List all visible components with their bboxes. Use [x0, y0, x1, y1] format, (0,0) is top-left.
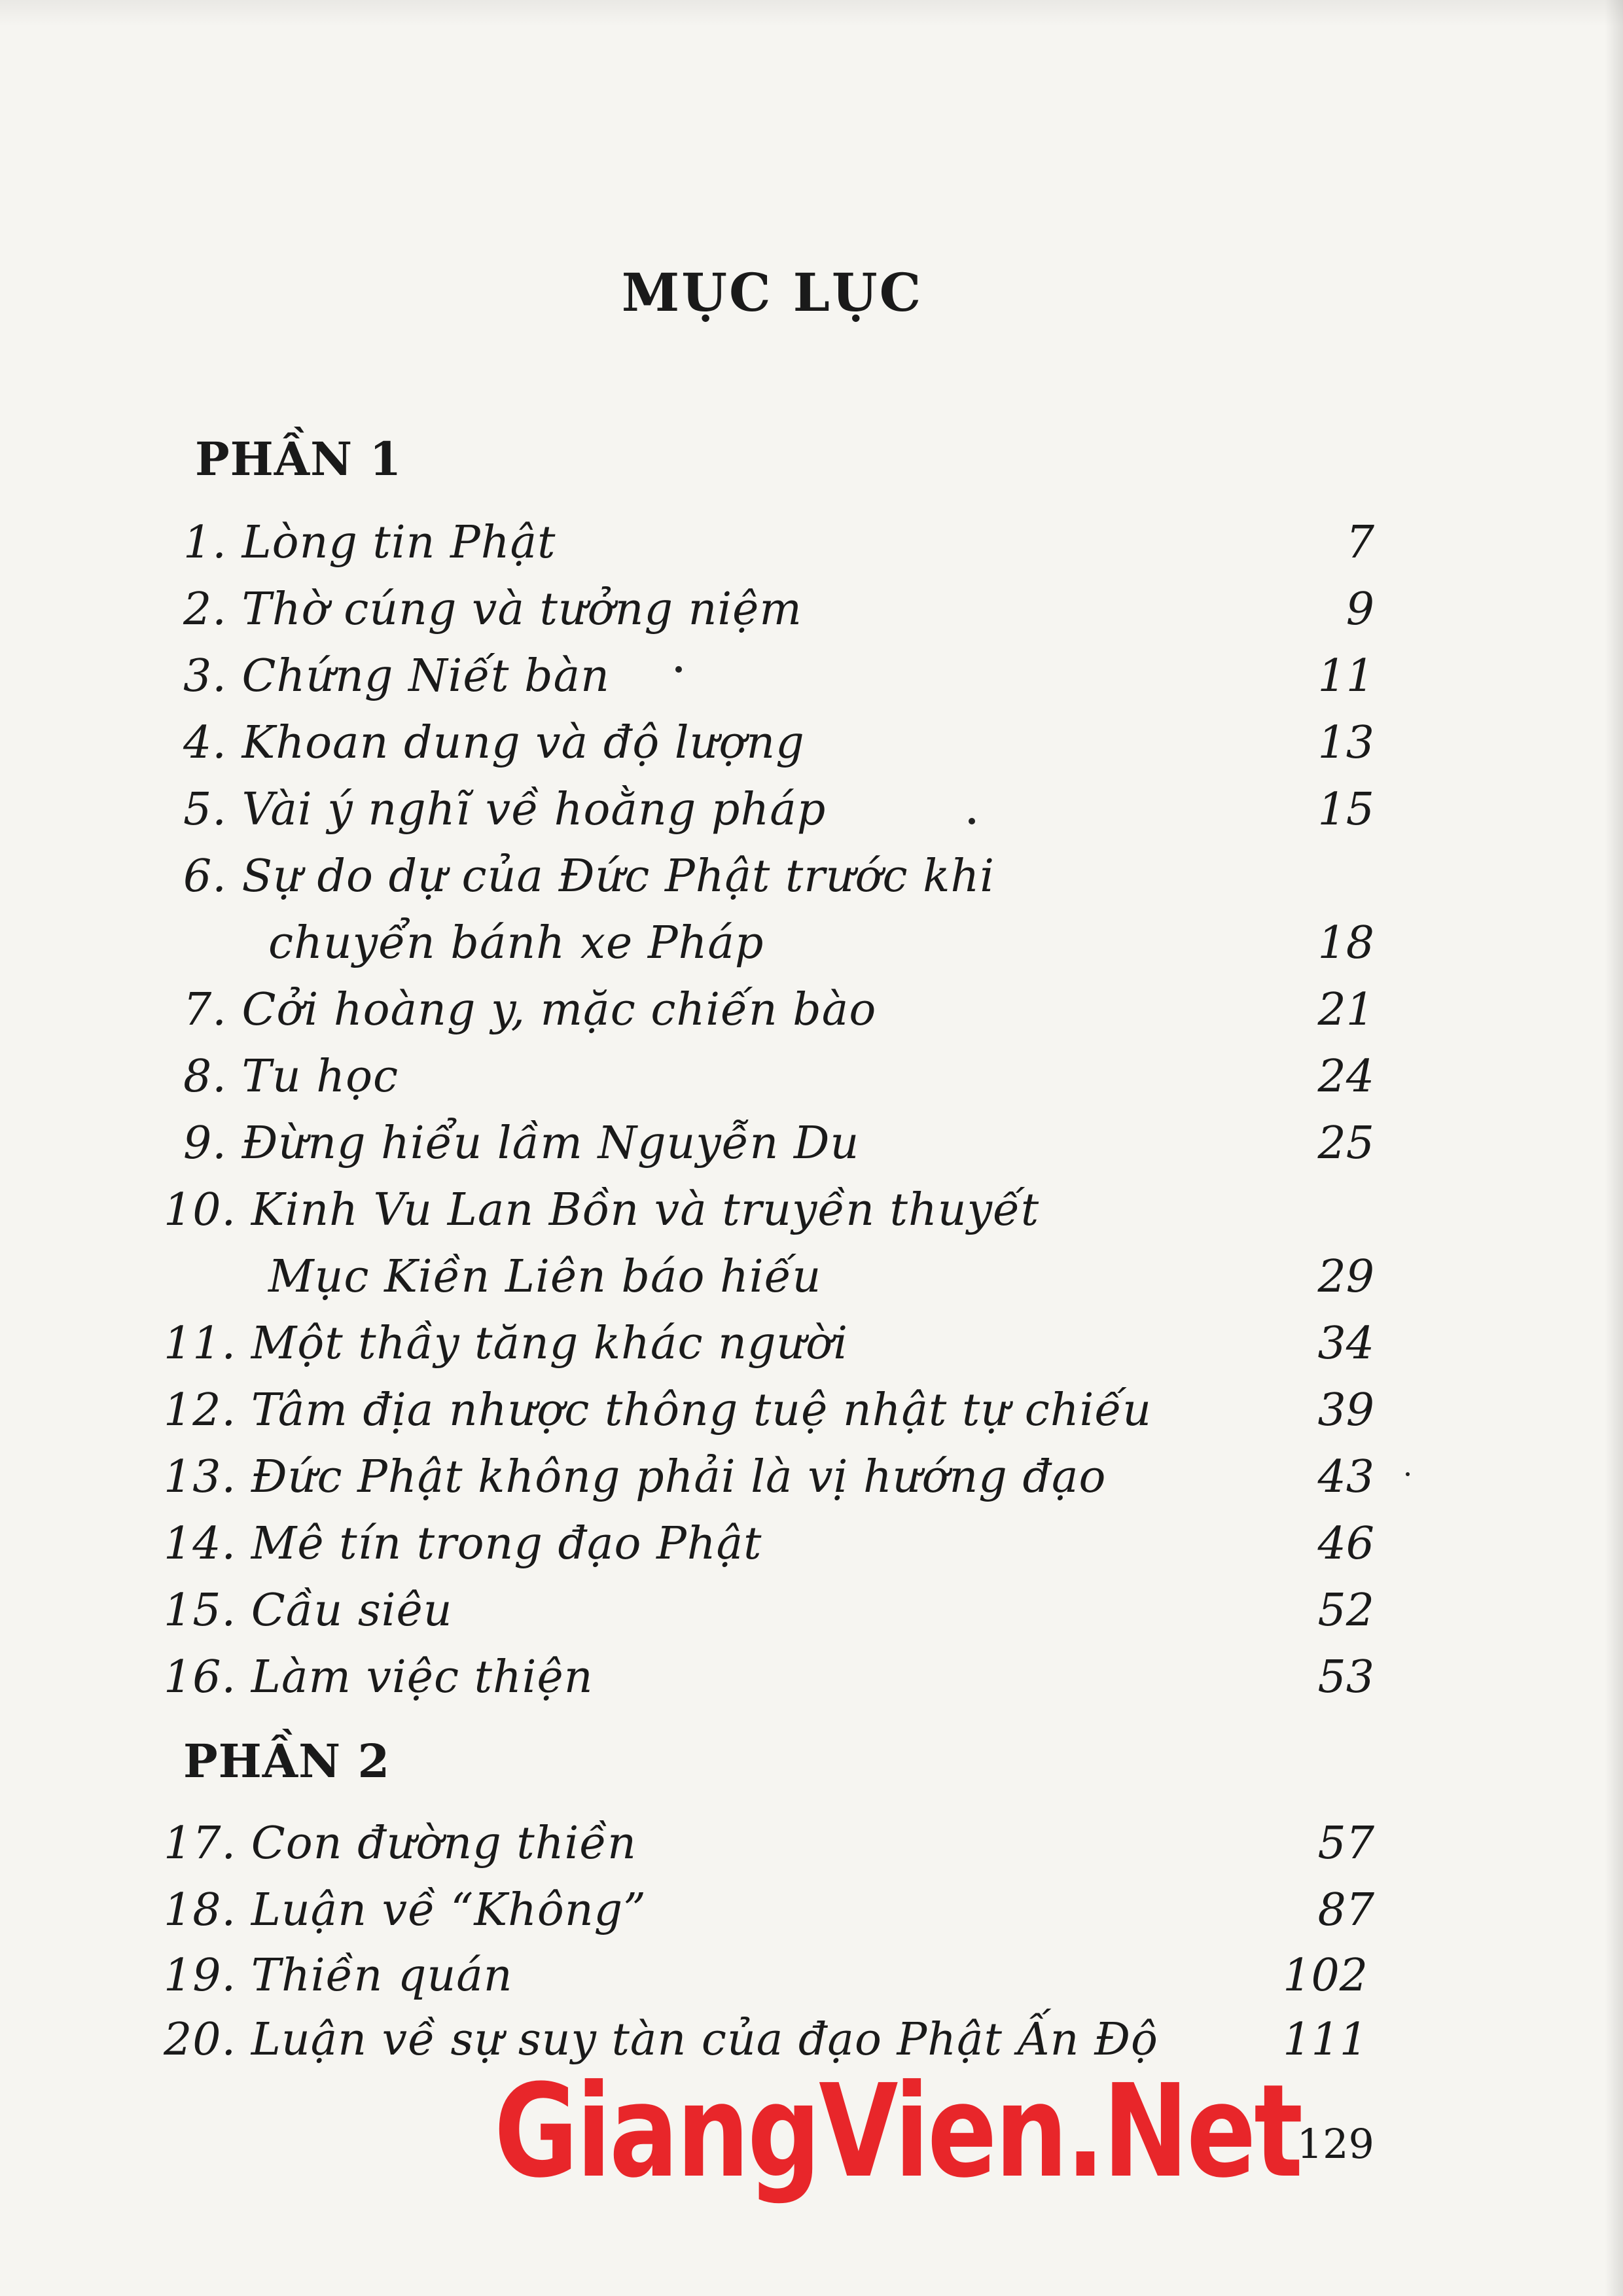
toc-entry	[0, 1318, 1623, 1383]
toc-entry-number: 17.	[164, 1818, 237, 1869]
toc-entry-number: 12.	[164, 1385, 237, 1436]
toc-entry-text: Luận về sự suy tàn của đạo Phật Ấn Độ	[251, 2014, 1158, 2066]
toc-entry-page: 111	[1283, 2014, 1368, 2066]
toc-entry-title	[164, 1318, 848, 1369]
toc-entry-title	[164, 1184, 1039, 1236]
page-top-shadow	[0, 0, 1623, 26]
toc-entry	[0, 1385, 1623, 1450]
toc-entry-text: Con đường thiền	[251, 1818, 637, 1869]
toc-entry-continuation	[0, 1251, 1623, 1316]
toc-entry-text: Lòng tin Phật	[241, 517, 556, 569]
toc-entry-title	[164, 1518, 762, 1570]
toc-entry-page: 102	[1283, 1950, 1368, 2002]
toc-entry-page: 46	[1317, 1518, 1374, 1570]
toc-entry-title	[164, 1651, 594, 1703]
toc-entry-title	[183, 784, 826, 836]
toc-entry-text: Vài ý nghĩ về hoằng pháp	[241, 784, 827, 836]
toc-entry-page: 13	[1317, 717, 1374, 769]
toc-entry-number: 15.	[164, 1585, 237, 1636]
toc-entry-text: Sự do dự của Đức Phật trước khi	[241, 851, 995, 902]
toc-entry-number: 3.	[183, 650, 227, 702]
toc-entry-title	[183, 984, 876, 1036]
toc-entry	[0, 1884, 1623, 1950]
toc-entry-number: 16.	[164, 1651, 237, 1703]
toc-entry-page: 87	[1317, 1884, 1374, 1936]
toc-entry-number: 14.	[164, 1518, 237, 1570]
toc-entry-title	[183, 584, 802, 635]
toc-entry	[0, 1818, 1623, 1883]
toc-entry	[0, 717, 1623, 783]
toc-entry	[0, 1518, 1623, 1583]
toc-entry-number: 7.	[183, 984, 227, 1036]
toc-entry-title	[164, 1818, 637, 1869]
toc-entry-text: Đức Phật không phải là vị hướng đạo	[251, 1451, 1107, 1503]
toc-entry-text: Tu học	[241, 1051, 399, 1103]
toc-entry-number: 19.	[164, 1950, 237, 2002]
toc-entry	[0, 584, 1623, 649]
print-speck	[675, 666, 682, 673]
toc-entry-text-continued: chuyển bánh xe Pháp	[268, 917, 764, 969]
toc-entry-page: 9	[1346, 584, 1374, 635]
toc-entry	[0, 1651, 1623, 1717]
toc-entry	[0, 650, 1623, 716]
toc-entry-text: Cầu siêu	[251, 1585, 453, 1636]
toc-entry-number: 8.	[183, 1051, 227, 1103]
toc-entry-number: 1.	[183, 517, 227, 569]
toc-entry-page: 34	[1317, 1318, 1374, 1369]
toc-entry-page: 39	[1317, 1385, 1374, 1436]
toc-entry	[0, 1184, 1623, 1250]
print-speck	[969, 818, 975, 824]
toc-entry-text: Thờ cúng và tưởng niệm	[241, 584, 802, 635]
toc-entry	[0, 1950, 1623, 2015]
toc-entry-text: Mê tín trong đạo Phật	[251, 1518, 762, 1570]
toc-entry-page: 24	[1317, 1051, 1374, 1103]
toc-entry-page: 15	[1317, 784, 1374, 836]
toc-entry-page: 7	[1346, 517, 1374, 569]
toc-entry-text: Kinh Vu Lan Bồn và truyền thuyết	[251, 1184, 1040, 1236]
toc-entry-title	[183, 1051, 399, 1103]
toc-entry-title	[164, 1585, 453, 1636]
toc-entry-page: 25	[1317, 1118, 1374, 1169]
toc-entry-number: 2.	[183, 584, 227, 635]
toc-entry-number: 11.	[164, 1318, 237, 1369]
toc-entry-title	[183, 717, 805, 769]
toc-entry	[0, 1051, 1623, 1116]
toc-entry-number: 10.	[164, 1184, 237, 1236]
toc-entry-text: Thiền quán	[251, 1950, 513, 2002]
toc-entry-page: 29	[1317, 1251, 1374, 1303]
toc-entry-title	[164, 1950, 513, 2002]
toc-entry-number: 13.	[164, 1451, 237, 1503]
toc-entry-title	[183, 1118, 859, 1169]
print-speck	[1406, 1472, 1410, 1476]
page-number: 129	[1296, 2120, 1374, 2168]
toc-entry-number: 6.	[183, 851, 227, 902]
toc-entry-page: 52	[1317, 1585, 1374, 1636]
toc-entry-title	[164, 1884, 647, 1936]
toc-entry-title	[183, 650, 610, 702]
toc-entry-page: 43	[1317, 1451, 1374, 1503]
toc-entry-title	[164, 1451, 1106, 1503]
toc-entry-continuation	[0, 917, 1623, 983]
watermark-logo: GiangVien.Net	[494, 2057, 1301, 2206]
toc-entry-title	[183, 851, 995, 902]
toc-entry-page: 11	[1317, 650, 1374, 702]
toc-entry-page: 53	[1317, 1651, 1374, 1703]
toc-entry-text: Luận về “Không”	[251, 1884, 647, 1936]
toc-entry-title	[164, 1385, 1152, 1436]
toc-entry-text: Khoan dung và độ lượng	[241, 717, 805, 769]
toc-entry-number: 9.	[183, 1118, 227, 1169]
toc-entry	[0, 784, 1623, 849]
toc-entry	[0, 851, 1623, 916]
toc-entry	[0, 1118, 1623, 1183]
toc-entry-page: 18	[1317, 917, 1374, 969]
toc-entry-number: 5.	[183, 784, 227, 836]
toc-entry-text: Cởi hoàng y, mặc chiến bào	[241, 984, 877, 1036]
toc-entry-title	[183, 517, 556, 569]
toc-entry	[0, 984, 1623, 1050]
part-2-heading: PHẦN 2	[183, 1734, 391, 1788]
toc-entry-text: Làm việc thiện	[251, 1651, 594, 1703]
part-1-heading: PHẦN 1	[195, 432, 402, 486]
toc-entry-number: 20.	[164, 2014, 237, 2066]
toc-entry-text-continued: Mục Kiền Liên báo hiếu	[268, 1251, 822, 1303]
toc-entry-text: Tâm địa nhược thông tuệ nhật tự chiếu	[251, 1385, 1152, 1436]
page-title: MỤC LỤC	[621, 262, 923, 323]
toc-entry-text: Đừng hiểu lầm Nguyễn Du	[241, 1118, 860, 1169]
toc-entry-page: 57	[1317, 1818, 1374, 1869]
toc-entry-number: 4.	[183, 717, 227, 769]
toc-entry	[0, 1451, 1623, 1517]
toc-entry-page: 21	[1317, 984, 1374, 1036]
toc-entry	[0, 1585, 1623, 1650]
toc-entry-text: Một thầy tăng khác người	[251, 1318, 848, 1369]
toc-entry-number: 18.	[164, 1884, 237, 1936]
toc-entry	[0, 517, 1623, 582]
toc-entry-text: Chứng Niết bàn	[241, 650, 610, 702]
